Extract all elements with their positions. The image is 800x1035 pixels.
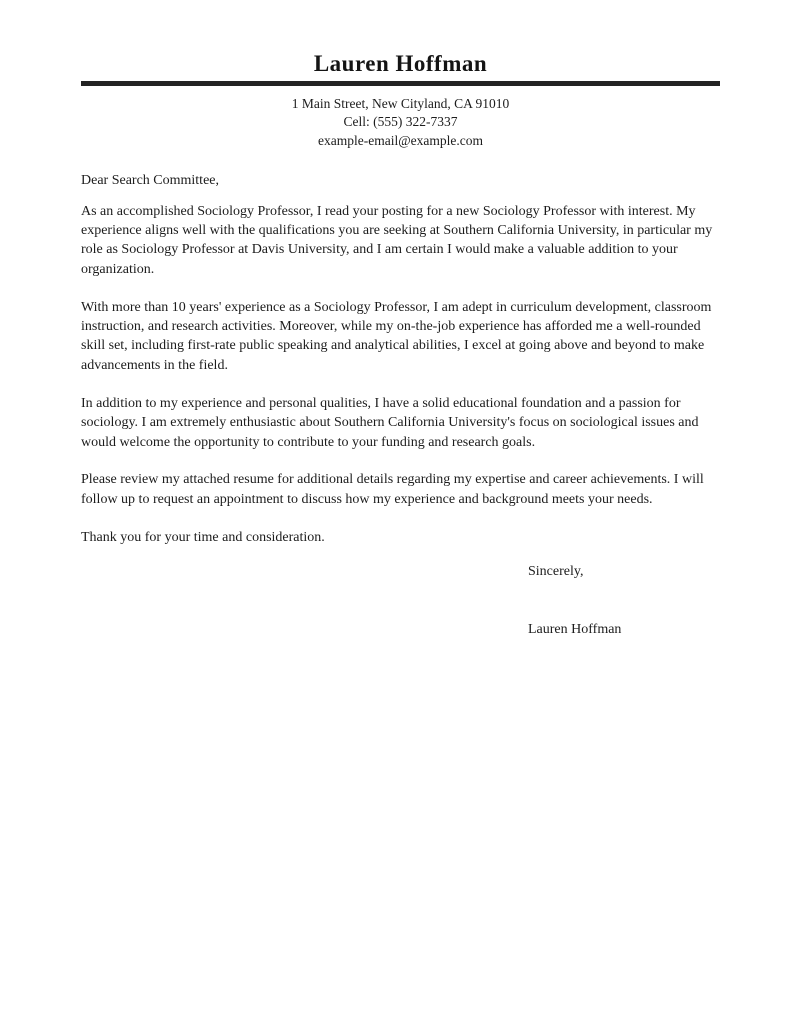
signature-block <box>528 562 720 640</box>
body-paragraph-1: As an accomplished Sociology Professor, I read your posting for a new Sociology Professor with interest. My experience aligns well with the qualifications you are seeking at Southern California University, in particular my role as Sociology Professor at Davis University, and I am certain I would make a valuable addition to your organization. <box>81 203 713 277</box>
body-paragraph-2: With more than 10 years' experience as a Sociology Professor, I am adept in curriculum development, classroom instruction, and research activities. Moreover, while my on-the-job experience has afforded me a well-rounded skill set, including first-rate public speaking and analytical abilities, I excel at going above and beyond to make advancements in the field. <box>81 299 712 373</box>
valediction: Sincerely, <box>528 563 584 579</box>
salutation: Dear Search Committee, <box>81 173 220 189</box>
contact-phone: Cell: (555) 322-7337 <box>343 114 458 130</box>
body-paragraph-3: In addition to my experience and personal qualities, I have a solid educational foundation and a passion for sociology. I am extremely enthusiastic about Southern California University's focus on sociological issues and would welcome the opportunity to contribute to your funding and research goals. <box>81 395 699 450</box>
contact-email: example-email@example.com <box>318 132 483 148</box>
contact-block <box>81 95 720 151</box>
letter-author-name: Lauren Hoffman <box>313 51 488 76</box>
signature-name: Lauren Hoffman <box>528 622 622 638</box>
closing-line: Thank you for your time and consideration. <box>81 529 325 545</box>
letter-body <box>81 171 720 639</box>
header-divider-rule <box>81 81 720 86</box>
body-paragraph-4: Please review my attached resume for additional details regarding my expertise and career achievements. I will follow up to request an appointment to discuss how my experience and background meets your needs. <box>81 472 704 507</box>
contact-address: 1 Main Street, New Cityland, CA 91010 <box>291 95 510 111</box>
letter-header <box>81 50 720 150</box>
